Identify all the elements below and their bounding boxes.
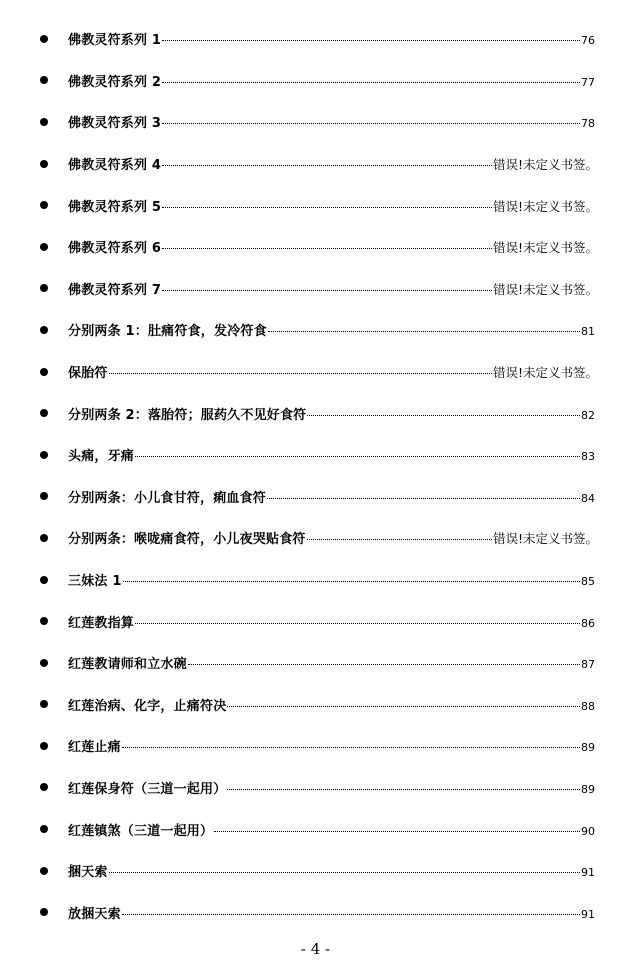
toc-entry-title[interactable]: 捆天索	[68, 865, 108, 881]
dot-leader	[162, 123, 580, 124]
toc-entry-content	[68, 820, 595, 839]
toc-entry-page: 88	[581, 699, 595, 713]
toc-entry-title[interactable]: 佛教灵符系列 2	[68, 74, 162, 90]
toc-entry-content	[68, 112, 595, 131]
toc-entry-title[interactable]: 红莲教指算	[68, 615, 135, 631]
bullet-icon	[40, 160, 48, 168]
toc-entry-content	[68, 778, 595, 797]
dot-leader	[135, 623, 580, 624]
toc-entry[interactable]	[0, 60, 631, 102]
toc-entry[interactable]	[0, 434, 631, 476]
toc-entry-page: 错误!未定义书签。	[492, 531, 598, 547]
bullet-icon	[40, 451, 48, 459]
toc-entry-title[interactable]: 佛教灵符系列 5	[68, 199, 162, 215]
dot-leader	[162, 248, 492, 249]
bullet-icon	[40, 617, 48, 625]
toc-entry-title[interactable]: 佛教灵符系列 6	[68, 241, 162, 257]
toc-entry-page: 83	[581, 450, 595, 464]
bullet-icon	[40, 742, 48, 750]
page-number: - 4 -	[300, 940, 331, 958]
toc-entry-title[interactable]: 红莲止痛	[68, 740, 121, 756]
toc-entry[interactable]	[0, 351, 631, 393]
toc-entry-content	[68, 570, 595, 589]
toc-entry-page: 89	[581, 741, 595, 755]
bullet-icon	[40, 659, 48, 667]
toc-entry-page: 90	[581, 824, 595, 838]
toc-entry[interactable]	[0, 684, 631, 726]
bullet-icon	[40, 825, 48, 833]
bullet-icon	[40, 409, 48, 417]
toc-entry[interactable]	[0, 268, 631, 310]
toc-entry-page: 错误!未定义书签。	[492, 198, 598, 214]
toc-entry-title[interactable]: 红莲治病、化字，止痛符决	[68, 698, 227, 714]
table-of-contents	[0, 18, 631, 933]
dot-leader	[162, 165, 492, 166]
bullet-icon	[40, 76, 48, 84]
dot-leader	[109, 872, 580, 873]
dot-leader	[162, 290, 492, 291]
toc-entry-title[interactable]: 红莲镇煞（三道一起用）	[68, 823, 214, 839]
toc-entry-content	[68, 196, 598, 215]
dot-leader	[109, 373, 492, 374]
toc-entry-page: 82	[581, 408, 595, 422]
toc-entry-page: 错误!未定义书签。	[492, 240, 598, 256]
toc-entry[interactable]	[0, 517, 631, 559]
dot-leader	[214, 831, 580, 832]
toc-entry[interactable]	[0, 143, 631, 185]
toc-entry-content	[68, 861, 595, 880]
toc-entry-title[interactable]: 佛教灵符系列 3	[68, 116, 162, 132]
toc-entry-title[interactable]: 分别两条：喉咙痛食符，小儿夜哭贴食符	[68, 532, 306, 548]
toc-entry[interactable]	[0, 226, 631, 268]
toc-entry-title[interactable]: 放捆天索	[68, 906, 121, 922]
toc-entry-page: 错误!未定义书签。	[492, 157, 598, 173]
toc-entry[interactable]	[0, 559, 631, 601]
toc-entry-content	[68, 237, 598, 257]
dot-leader	[122, 747, 580, 748]
bullet-icon	[40, 118, 48, 126]
toc-entry-page: 81	[581, 325, 595, 339]
dot-leader	[267, 498, 580, 499]
toc-entry-page: 错误!未定义书签。	[492, 365, 598, 381]
dot-leader	[227, 706, 580, 707]
toc-entry-title[interactable]: 头痛，牙痛	[68, 449, 135, 465]
toc-entry[interactable]	[0, 725, 631, 767]
toc-entry-page: 91	[581, 907, 595, 921]
toc-entry-title[interactable]: 分别两条：小儿食甘符，痢血食符	[68, 490, 267, 506]
toc-entry-page: 91	[581, 866, 595, 880]
toc-entry[interactable]	[0, 808, 631, 850]
bullet-icon	[40, 867, 48, 875]
toc-entry[interactable]	[0, 476, 631, 518]
toc-entry-title[interactable]: 保胎符	[68, 366, 108, 382]
toc-entry[interactable]	[0, 600, 631, 642]
toc-entry-content	[68, 736, 595, 755]
toc-entry-page: 错误!未定义书签。	[492, 281, 598, 297]
toc-entry-content	[68, 154, 598, 174]
toc-entry-page: 78	[581, 117, 595, 131]
toc-entry[interactable]	[0, 891, 631, 933]
toc-entry-content	[68, 445, 595, 464]
toc-entry-title[interactable]: 红莲教请师和立水碗	[68, 657, 187, 673]
toc-entry[interactable]	[0, 184, 631, 226]
bullet-icon	[40, 783, 48, 791]
toc-entry-content	[68, 695, 595, 714]
bullet-icon	[40, 201, 48, 209]
dot-leader	[227, 789, 580, 790]
toc-entry-page: 77	[581, 75, 595, 89]
dot-leader	[162, 82, 580, 83]
toc-entry-content	[68, 404, 595, 423]
dot-leader	[135, 456, 580, 457]
toc-entry[interactable]	[0, 18, 631, 60]
toc-entry[interactable]	[0, 392, 631, 434]
dot-leader	[307, 415, 580, 416]
toc-entry-page: 85	[581, 575, 595, 589]
toc-entry-content	[68, 279, 598, 298]
toc-entry-title[interactable]: 佛教灵符系列 7	[68, 282, 162, 298]
bullet-icon	[40, 576, 48, 584]
toc-entry[interactable]	[0, 642, 631, 684]
toc-entry-content	[68, 612, 595, 631]
toc-entry-title[interactable]: 分别两条 2：落胎符；服药久不见好食符	[68, 407, 307, 423]
bullet-icon	[40, 243, 48, 251]
bullet-icon	[40, 284, 48, 292]
dot-leader	[162, 40, 580, 41]
dot-leader	[268, 331, 580, 332]
bullet-icon	[40, 700, 48, 708]
toc-entry-title[interactable]: 佛教灵符系列 4	[68, 158, 162, 174]
bullet-icon	[40, 908, 48, 916]
dot-leader	[162, 207, 492, 208]
toc-entry-page: 86	[581, 616, 595, 630]
toc-entry[interactable]	[0, 850, 631, 892]
toc-entry-content	[68, 320, 595, 339]
toc-entry-content	[68, 653, 595, 672]
dot-leader	[122, 914, 580, 915]
toc-entry-page: 89	[581, 782, 595, 796]
dot-leader	[123, 581, 580, 582]
toc-entry-content	[68, 487, 595, 506]
toc-entry-page: 87	[581, 658, 595, 672]
toc-entry-page: 76	[581, 34, 595, 48]
toc-entry-content	[68, 903, 595, 922]
toc-entry[interactable]	[0, 767, 631, 809]
toc-entry-title[interactable]: 红莲保身符（三道一起用）	[68, 781, 227, 797]
bullet-icon	[40, 534, 48, 542]
dot-leader	[307, 539, 492, 540]
toc-entry[interactable]	[0, 309, 631, 351]
bullet-icon	[40, 326, 48, 334]
bullet-icon	[40, 492, 48, 500]
toc-entry-title[interactable]: 佛教灵符系列 1	[68, 33, 162, 49]
toc-entry-content	[68, 362, 598, 382]
toc-entry-content	[68, 528, 598, 548]
toc-entry-page: 84	[581, 491, 595, 505]
bullet-icon	[40, 35, 48, 43]
toc-entry-content	[68, 71, 595, 90]
toc-entry-title[interactable]: 三妹法 1	[68, 574, 122, 590]
bullet-icon	[40, 368, 48, 376]
toc-entry-content	[68, 29, 595, 48]
toc-entry[interactable]	[0, 101, 631, 143]
dot-leader	[188, 664, 580, 665]
toc-entry-title[interactable]: 分别两条 1：肚痛符食，发冷符食	[68, 324, 267, 340]
